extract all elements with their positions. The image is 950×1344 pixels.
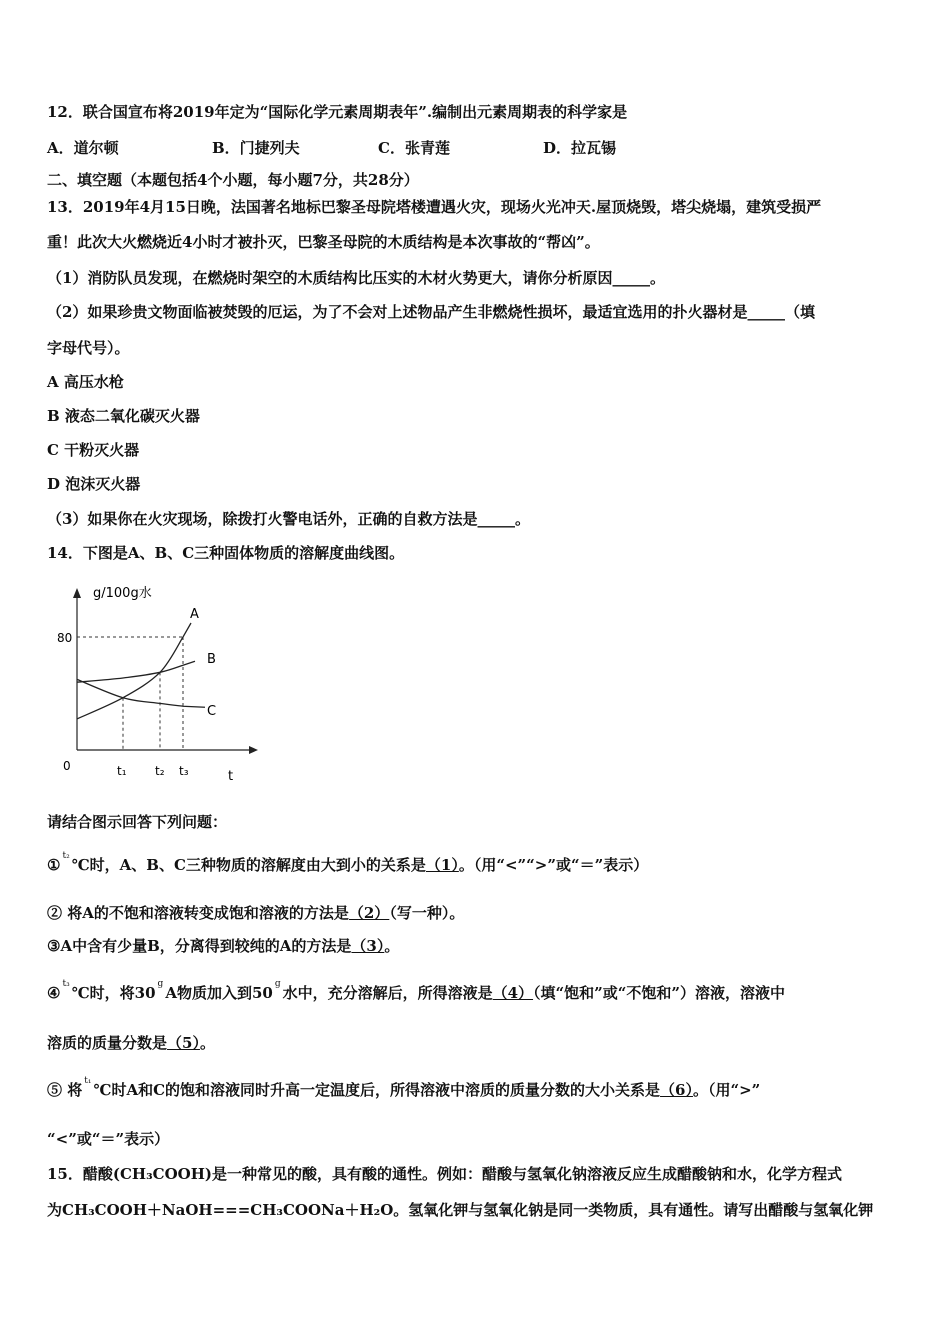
item1-marker: ①: [47, 856, 61, 874]
item4-text-a: ℃时，将30: [71, 984, 156, 1002]
item3-text: ③A中含有少量B，分离得到较纯的A的方法是: [47, 937, 352, 955]
q13-part2a: （2）如果珍贵文物面临被焚毁的厄运，为了不会对上述物品产生非燃烧性损坏，最适宜选用的扑火器材是_____（填: [47, 303, 815, 321]
q13-part1: （1）消防队员发现，在燃烧时架空的木质结构比压实的木材火势更大，请你分析原因_____。: [47, 269, 665, 287]
q15-line2: 为CH₃COOH＋NaOH===CH₃COONa＋H₂O。氢氧化钾与氢氧化钠是同一类物质，具有通性。请写出醋酸与氢氧化钾: [47, 1201, 874, 1219]
item5-text-b: ℃时A和C的饱和溶液同时升高一定温度后，所得溶液中溶质的质量分数的大小关系是: [93, 1081, 661, 1099]
y-axis-arrow: [73, 588, 81, 598]
q12-stem: 12．联合国宣布将2019年定为“国际化学元素周期表年”.编制出元素周期表的科学家是: [47, 103, 628, 121]
q13-line1: 13．2019年4月15日晚，法国著名地标巴黎圣母院塔楼遭遇火灾，现场火光冲天.屋顶烧毁，塔尖烧塌，建筑受损严: [47, 198, 822, 216]
q14-item5: [47, 1076, 761, 1103]
q13-part3: （3）如果你在火灾现场，除拨打火警电话外，正确的自救方法是_____。: [47, 510, 530, 528]
x-axis-arrow: [249, 746, 258, 754]
x-tick-t2: t₂: [155, 764, 165, 778]
q13-part2b: 字母代号）。: [47, 339, 130, 357]
item5-text-a: ⑤ 将: [47, 1081, 83, 1099]
q12-option-a[interactable]: A．道尔顿: [47, 139, 119, 157]
item4-text-b: A物质加入到50: [165, 984, 273, 1002]
y-tick-80: 80: [57, 631, 73, 645]
blank-6[interactable]: （6）: [660, 1081, 693, 1099]
q14-item1: [47, 851, 649, 878]
q13-choice-b[interactable]: B 液态二氧化碳灭火器: [47, 407, 200, 425]
item4-marker: ④: [47, 984, 61, 1002]
q13-choice-a[interactable]: A 高压水枪: [47, 373, 124, 391]
q13-choice-c[interactable]: C 干粉灭火器: [47, 441, 140, 459]
q14-stem: 14．下图是A、B、C三种固体物质的溶解度曲线图。: [47, 544, 405, 562]
item3-tail: 。: [384, 937, 400, 955]
q13-choice-d[interactable]: D 泡沫灭火器: [47, 475, 141, 493]
item4-unit-2: g: [274, 979, 281, 989]
y-axis-label: g/100g水: [93, 586, 152, 601]
solubility-chart: [55, 580, 265, 785]
q14-prompt: 请结合图示回答下列问题：: [47, 813, 228, 831]
item4-text-d: （填“饱和”或“不饱和”）溶液，溶液中: [533, 984, 786, 1002]
q12-option-c[interactable]: C．张青莲: [378, 139, 450, 157]
item4-line2-tail: 。: [199, 1034, 215, 1052]
x-axis-label: t: [228, 769, 234, 784]
item5-temp: t₁: [84, 1076, 92, 1086]
curve-c: [77, 679, 205, 707]
series-label-b: B: [207, 652, 216, 667]
x-tick-t1: t₁: [117, 764, 127, 778]
item5-tail: 。（用“>”: [692, 1081, 761, 1099]
blank-2[interactable]: （2）: [348, 904, 390, 922]
item4-text-c: 水中，充分溶解后，所得溶液是: [282, 984, 493, 1002]
series-label-c: C: [207, 704, 217, 719]
blank-4[interactable]: （4）: [492, 984, 534, 1002]
y-tick-0: 0: [63, 759, 71, 773]
item1-text: ℃时，A、B、C三种物质的溶解度由大到小的关系是: [71, 856, 426, 874]
item2-tail: （写一种）。: [389, 904, 465, 922]
q14-item2: [47, 903, 464, 923]
item4-unit-1: g: [157, 979, 164, 989]
q14-item3: [47, 936, 399, 956]
item4-line2-text: 溶质的质量分数是: [47, 1034, 168, 1052]
q15-line1: 15．醋酸(CH₃COOH)是一种常见的酸，具有酸的通性。例如：醋酸与氢氧化钠溶液反应生成醋酸钠和水，化学方程式: [47, 1165, 842, 1183]
blank-3[interactable]: （3）: [351, 937, 385, 955]
series-label-a: A: [190, 607, 199, 622]
q13-line2: 重！此次大火燃烧近4小时才被扑灭，巴黎圣母院的木质结构是本次事故的“帮凶”。: [47, 233, 600, 251]
curve-b: [77, 661, 195, 682]
q14-item4-line2: [47, 1033, 215, 1053]
q12-option-d[interactable]: D．拉瓦锡: [543, 139, 617, 157]
blank-1[interactable]: （1）: [425, 856, 459, 874]
x-tick-t3: t₃: [179, 764, 189, 778]
item1-tail: 。（用“<”“>”或“＝”表示）: [458, 856, 649, 874]
item1-temp: t₂: [62, 851, 70, 861]
q14-item5-line2: “<”或“＝”表示）: [47, 1130, 170, 1148]
section2-title: 二、填空题（本题包括4个小题，每小题7分，共28分）: [47, 171, 419, 189]
item2-text: ② 将A的不饱和溶液转变成饱和溶液的方法是: [47, 904, 349, 922]
blank-5[interactable]: （5）: [167, 1034, 200, 1052]
item4-temp: t₃: [62, 979, 70, 989]
q12-option-b[interactable]: B．门捷列夫: [212, 139, 300, 157]
q14-item4: [47, 979, 786, 1006]
